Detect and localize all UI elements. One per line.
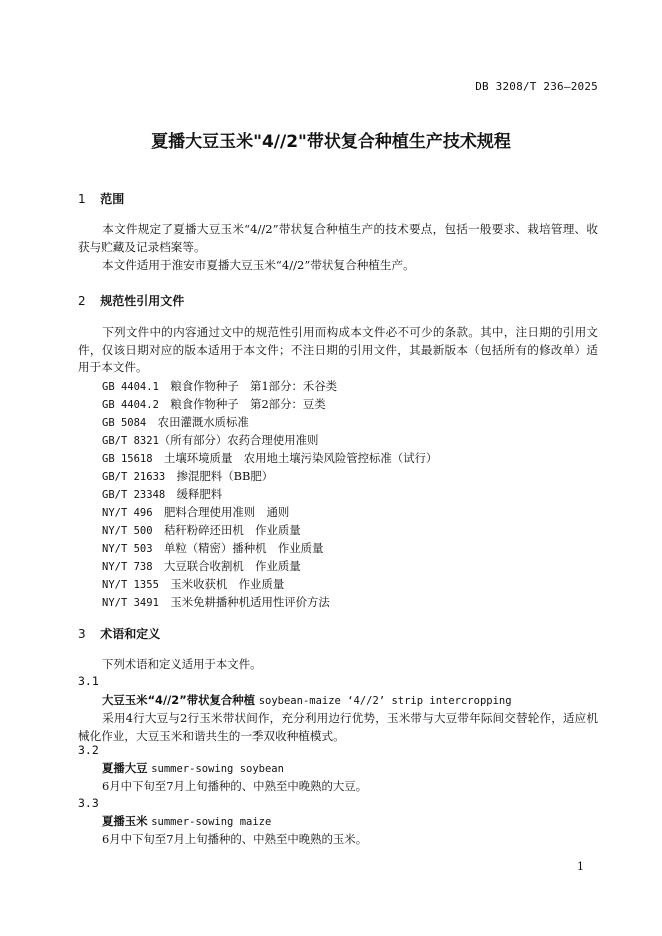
document-number: DB 3208/T 236—2025 [475,80,598,93]
term-chinese: 夏播大豆 [102,761,148,775]
section-1-heading [78,190,124,207]
term-definition: 6月中下旬至7月上旬播种的、中熟至中晚熟的大豆。 [102,779,368,793]
reference-item: NY/T 503 单粒（精密）播种机 作业质量 [102,541,324,555]
section-3-heading [78,625,160,642]
section-2-number: 2 [78,294,86,308]
term-title [102,760,284,776]
reference-item: NY/T 500 秸秆粉碎还田机 作业质量 [102,523,301,537]
reference-item: GB/T 8321（所有部分）农药合理使用准则 [102,433,319,447]
reference-item: GB 5084 农田灌溉水质标准 [102,415,249,429]
section-2-heading [78,292,184,309]
document-title: 夏播大豆玉米"4//2"带状复合种植生产技术规程 [151,132,511,152]
section-2-title: 规范性引用文件 [100,294,185,308]
reference-item: NY/T 1355 玉米收获机 作业质量 [102,577,285,591]
term-title [102,813,271,829]
term-english: summer-sowing maize [151,816,272,828]
page-number: 1 [577,860,584,873]
section-1-number: 1 [78,192,86,206]
term-title [102,692,512,708]
term-number: 3.2 [78,743,99,757]
term-definition: 6月中下旬至7月上旬播种的、中熟至中晚熟的玉米。 [102,832,368,846]
reference-item: GB 15618 土壤环境质量 农用地土壤污染风险管控标准（试行） [102,451,438,465]
term-definition: 采用4行大豆与2行玉米带状间作，充分利用边行优势，玉米带与大豆带年际间交替轮作，适应机械化作业，大豆玉米和谐共生的一季双收种植模式。 [78,711,598,743]
term-number: 3.3 [78,796,99,810]
reference-item: GB/T 23348 缓释肥料 [102,487,223,501]
reference-item: NY/T 496 肥料合理使用准则 通则 [102,505,290,519]
term-english: summer-sowing soybean [151,763,284,775]
reference-item: GB 4404.2 粮食作物种子 第2部分：豆类 [102,397,326,411]
term-chinese: 大豆玉米“4//2”带状复合种植 [102,693,256,707]
section-3-intro: 下列术语和定义适用于本文件。 [102,657,262,671]
section-1-paragraph-2: 本文件适用于淮安市夏播大豆玉米“4//2”带状复合种植生产。 [102,258,415,272]
term-chinese: 夏播玉米 [102,814,148,828]
term-english: soybean-maize ‘4//2’ strip intercropping [258,695,512,707]
reference-item: GB 4404.1 粮食作物种子 第1部分：禾谷类 [102,379,338,393]
section-1-paragraph-1: 本文件规定了夏播大豆玉米“4//2”带状复合种植生产的技术要点，包括一般要求、栽培管理、收获与贮藏及记录档案等。 [78,222,598,254]
section-3-number: 3 [78,627,86,641]
term-number: 3.1 [78,674,99,688]
reference-item: NY/T 738 大豆联合收割机 作业质量 [102,559,301,573]
section-1-title: 范围 [100,192,125,206]
section-3-title: 术语和定义 [100,627,161,641]
reference-item: GB/T 21633 掺混肥料（BB肥） [102,469,274,483]
reference-item: NY/T 3491 玉米免耕播种机适用性评价方法 [102,595,330,609]
section-2-intro: 下列文件中的内容通过文中的规范性引用而构成本文件必不可少的条款。其中，注日期的引用文件，仅该日期对应的版本适用于本文件；不注日期的引用文件，其最新版本（包括所有的修改单）适用于本文件。 [78,325,598,374]
